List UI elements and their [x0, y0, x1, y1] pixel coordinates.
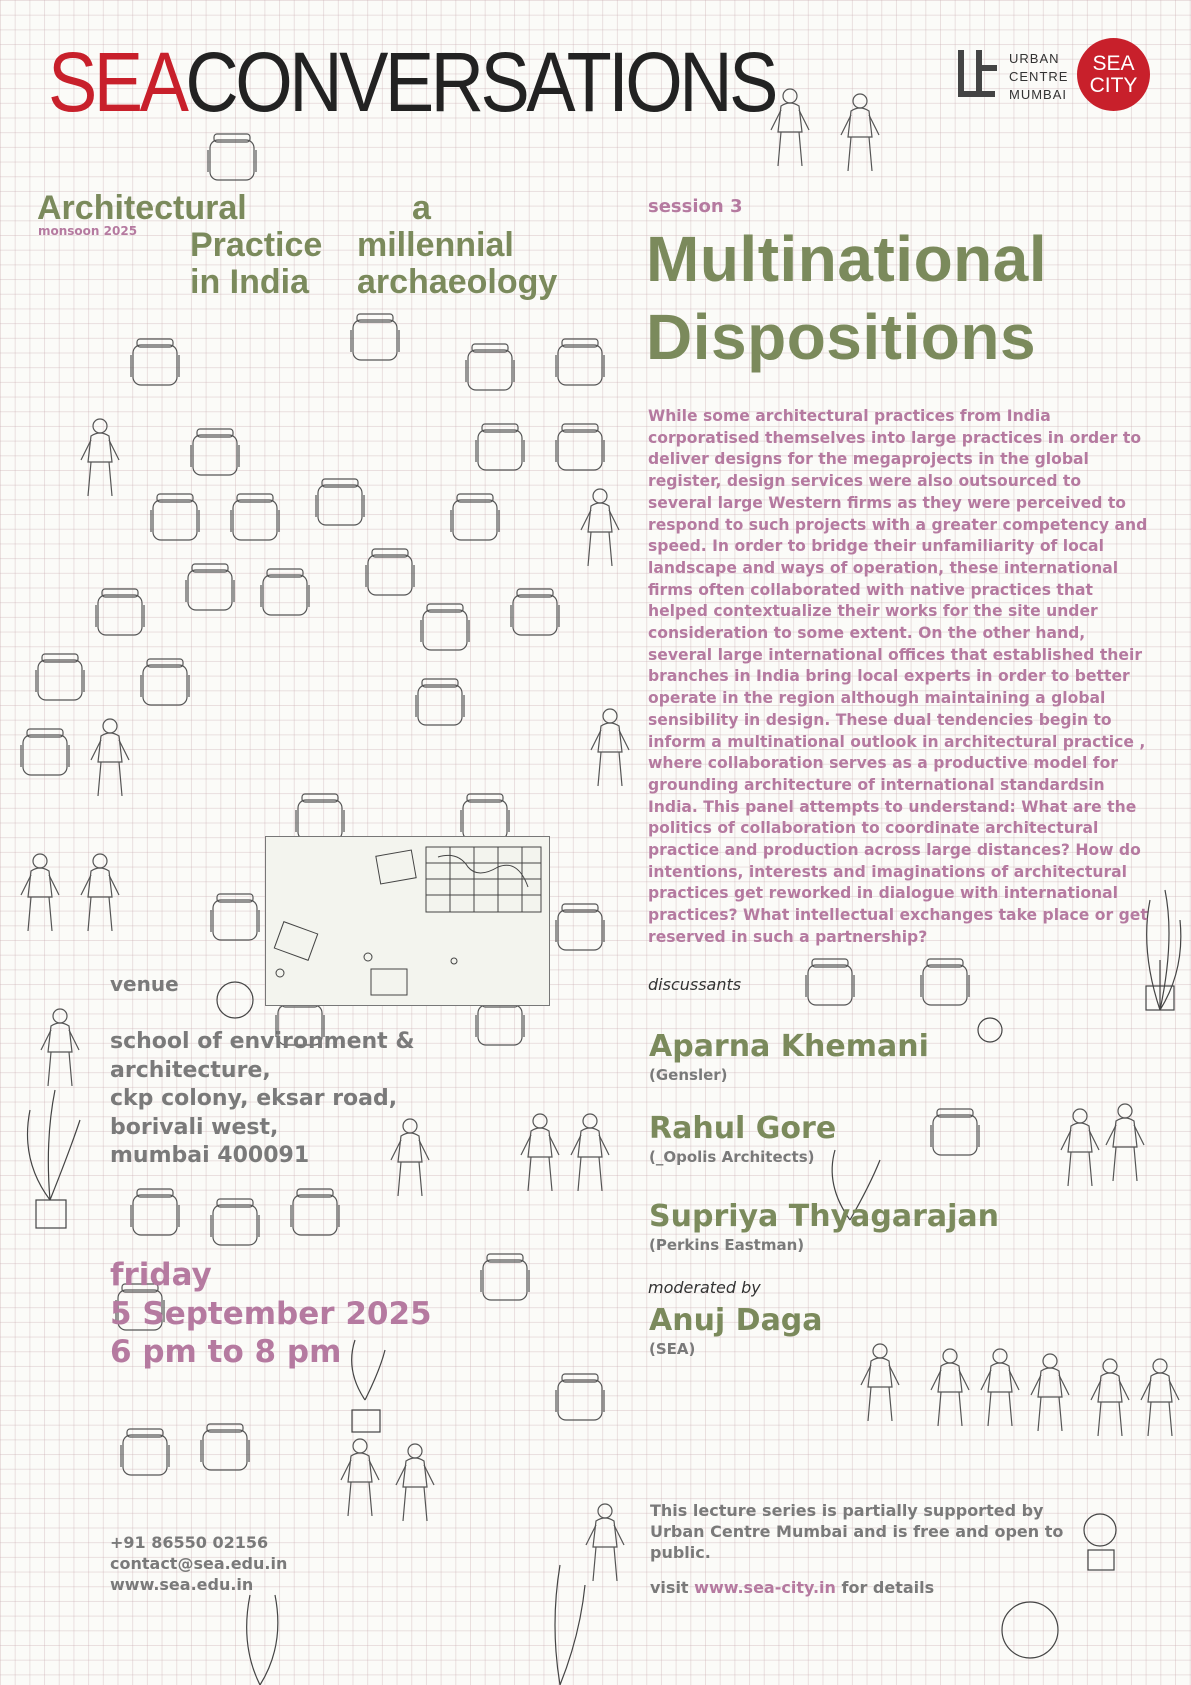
title-conversations: CONVERSATIONS	[185, 35, 775, 129]
session-title: Multinational Dispositions	[646, 223, 1048, 373]
discussant-org: (Perkins Eastman)	[649, 1236, 805, 1254]
moderator-org: (SEA)	[649, 1340, 696, 1358]
discussant-name: Supriya Thyagarajan	[649, 1199, 1000, 1234]
sea-city-logo: SEA CITY	[1077, 38, 1150, 111]
venue-label: venue	[110, 972, 179, 996]
sea-city-link[interactable]: www.sea-city.in	[694, 1578, 836, 1597]
support-note: This lecture series is partially supported by Urban Centre Mumbai and is free and open to public.	[650, 1501, 1064, 1562]
contact-info	[110, 1532, 287, 1595]
contact-website[interactable]: www.sea.edu.in	[110, 1575, 254, 1594]
series-title-line: a	[412, 189, 431, 227]
event-date: 5 September 2025	[110, 1295, 432, 1332]
session-description: While some architectural practices from India corporatised themselves into large practices in order to deliver designs for the megaprojects in the global register, design services were also outsourced to several large Western firms as they were perceived to respond to such projects with a greater competency and speed. In order to bridge their unfamiliarity of local landscape and ways of operation, these international firms often collaborated with native practices that helped contextualize their works for the site under consideration to some extent. On the other hand, several large international offices that established their branches in India bring local experts in order to better operate in the region although maintaining a global sensibility in design. These dual tendencies begin to inform a multinational outlook in architectural practice , where collaboration serves as a productive model for grounding architecture of international standardsin India. This panel attempts to understand: What are the politics of collaboration to coordinate architectural practice and production across large distances? How do intentions, interests and imaginations of architectural practices get reworked in dialogue with international practices? What intellectual exchanges take place or get reserved in such a partnership?	[648, 407, 1148, 946]
series-title-line: Architectural	[37, 189, 247, 227]
session-number: session 3	[648, 196, 743, 217]
moderator-name: Anuj Daga	[649, 1303, 823, 1338]
urban-centre-logo-text: URBAN CENTRE MUMBAI	[1009, 51, 1069, 102]
series-term: monsoon 2025	[38, 224, 138, 238]
venue-address: school of environment & architecture, ckp colony, eksar road, borivali west, mumbai 400091	[110, 1029, 415, 1168]
series-title-line: Practice	[190, 226, 323, 264]
urban-centre-logo-icon	[955, 48, 999, 98]
event-schedule	[110, 1256, 432, 1372]
series-title-line: millennial	[357, 226, 514, 264]
discussant-name: Aparna Khemani	[649, 1029, 929, 1064]
moderated-label: moderated by	[648, 1278, 761, 1297]
visit-line: visit www.sea-city.in for details	[650, 1578, 935, 1597]
discussant-org: (Gensler)	[649, 1066, 728, 1084]
contact-email[interactable]: contact@sea.edu.in	[110, 1554, 288, 1573]
event-time: 6 pm to 8 pm	[110, 1334, 342, 1370]
series-title-line: in India	[190, 263, 309, 301]
discussants-label: discussants	[648, 975, 742, 994]
central-table-drawing	[265, 836, 550, 1006]
title-sea: SEA	[48, 35, 186, 129]
series-title-line: archaeology	[357, 263, 558, 301]
contact-phone[interactable]: +91 86550 02156	[110, 1533, 269, 1552]
discussant-name: Rahul Gore	[649, 1111, 837, 1146]
partner-logos	[955, 38, 1155, 118]
page-title	[48, 35, 775, 129]
discussant-org: (_Opolis Architects)	[649, 1148, 815, 1166]
event-day: friday	[110, 1257, 212, 1293]
